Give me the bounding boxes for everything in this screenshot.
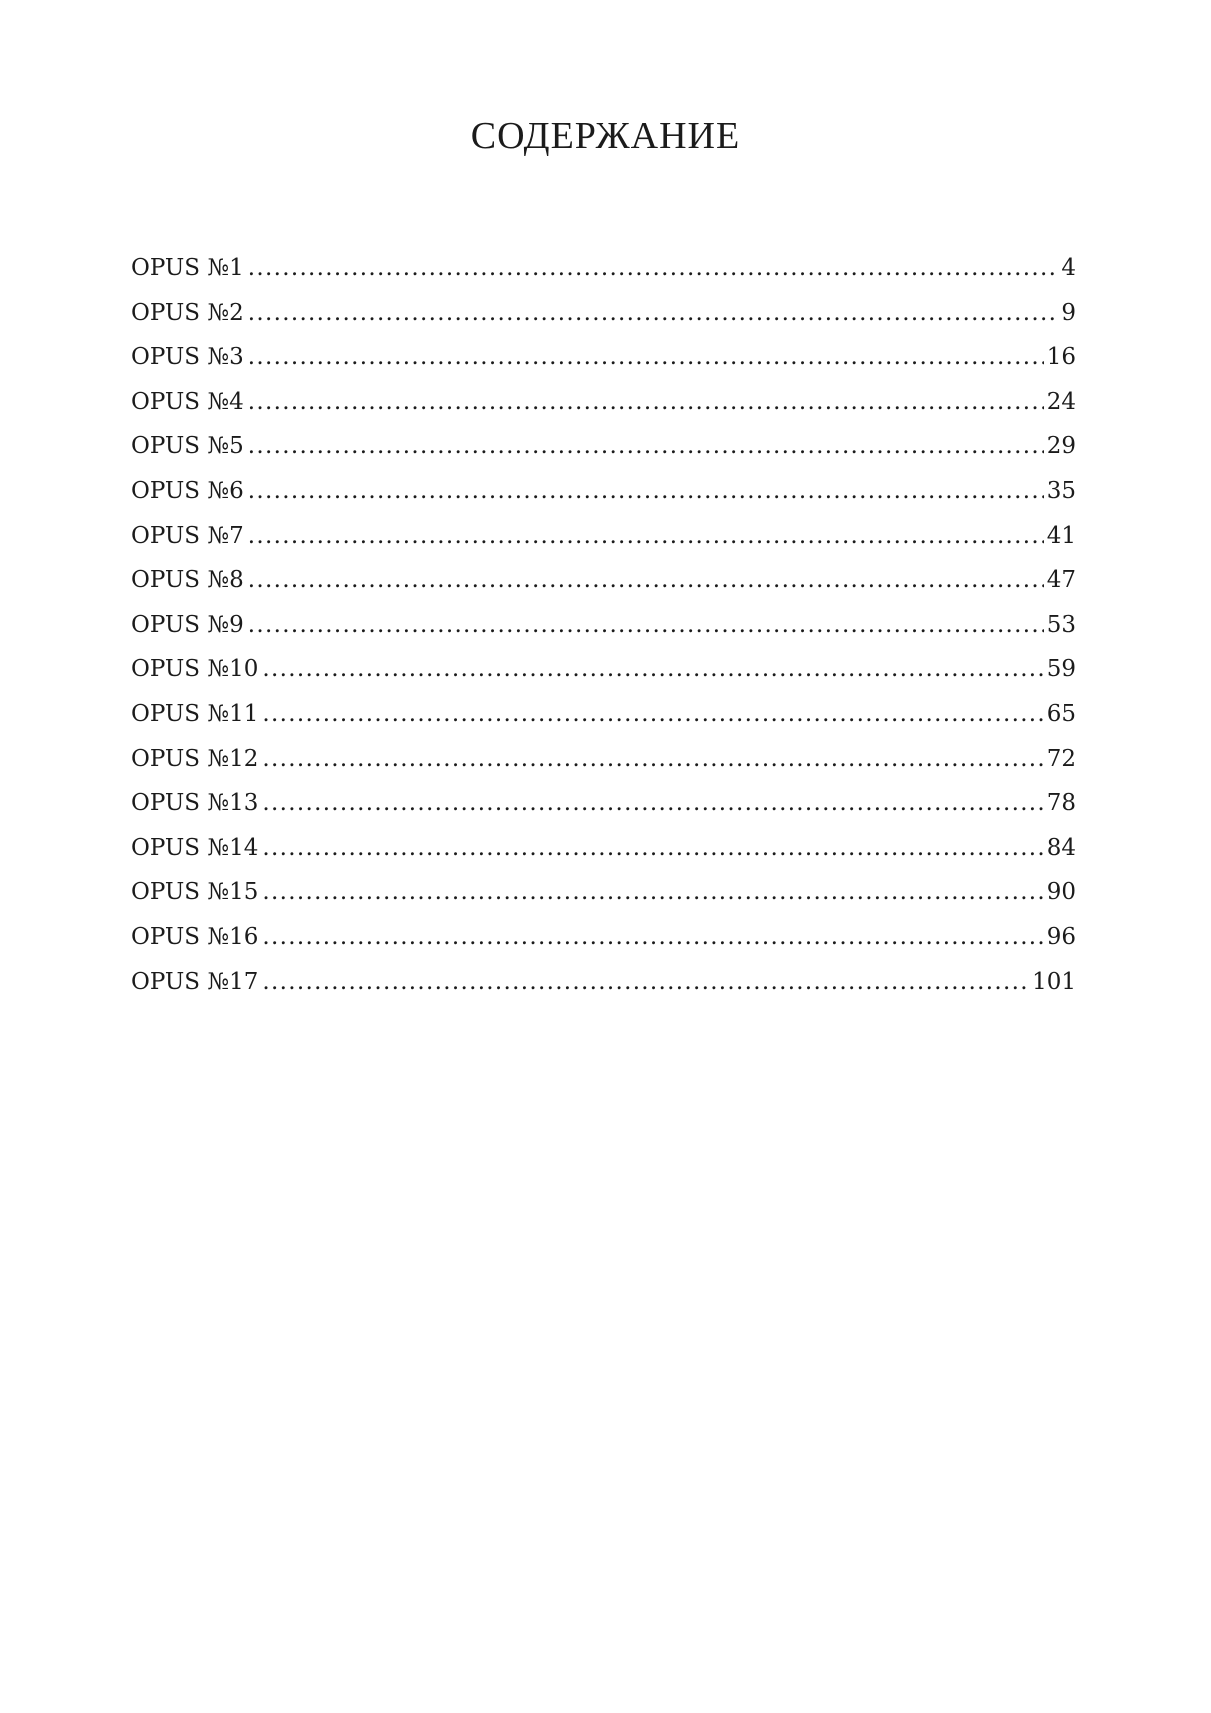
dot-leader	[262, 923, 1043, 951]
toc-entry[interactable]	[131, 343, 1076, 388]
toc-entry-page: 16	[1046, 344, 1076, 371]
toc-entry[interactable]	[131, 566, 1076, 611]
toc-entry-page: 24	[1046, 388, 1076, 415]
dot-leader	[262, 878, 1043, 906]
toc-entry-label: OPUS №6	[131, 477, 244, 504]
toc-entry[interactable]	[131, 745, 1076, 790]
toc-entry-label: OPUS №13	[131, 790, 259, 817]
toc-entry-label: OPUS №8	[131, 567, 244, 594]
dot-leader	[248, 343, 1044, 371]
toc-entry-label: OPUS №15	[131, 879, 259, 906]
toc-entry-label: OPUS №5	[131, 433, 244, 460]
toc-entry[interactable]	[131, 968, 1076, 1013]
toc-entry-label: OPUS №2	[131, 299, 244, 326]
toc-entry-page: 29	[1046, 433, 1076, 460]
toc-entry[interactable]	[131, 477, 1076, 522]
toc-entry[interactable]	[131, 432, 1076, 477]
dot-leader	[262, 968, 1029, 996]
toc-entry-page: 41	[1046, 522, 1076, 549]
toc-entry-label: OPUS №3	[131, 344, 244, 371]
toc-entry[interactable]	[131, 254, 1076, 299]
toc-entry-page: 78	[1046, 790, 1076, 817]
toc-entry[interactable]	[131, 923, 1076, 968]
toc-entry[interactable]	[131, 611, 1076, 656]
dot-leader	[248, 254, 1059, 282]
toc-entry[interactable]	[131, 878, 1076, 923]
toc-entry-page: 96	[1046, 923, 1076, 950]
dot-leader	[248, 432, 1044, 460]
toc-entry-page: 84	[1046, 834, 1076, 861]
toc-entry-page: 35	[1046, 477, 1076, 504]
dot-leader	[262, 745, 1043, 773]
toc-entry-label: OPUS №14	[131, 834, 259, 861]
dot-leader	[262, 700, 1043, 728]
dot-leader	[248, 566, 1044, 594]
dot-leader	[262, 789, 1043, 817]
page-title: СОДЕРЖАНИЕ	[470, 115, 741, 157]
toc-entry[interactable]	[131, 299, 1076, 344]
table-of-contents	[131, 254, 1076, 1012]
toc-entry[interactable]	[131, 700, 1076, 745]
toc-entry-page: 72	[1046, 745, 1076, 772]
toc-entry-page: 90	[1046, 879, 1076, 906]
dot-leader	[248, 477, 1044, 505]
toc-entry-page: 101	[1032, 968, 1076, 995]
dot-leader	[262, 834, 1043, 862]
toc-entry-label: OPUS №9	[131, 611, 244, 638]
dot-leader	[262, 655, 1043, 683]
toc-entry-label: OPUS №4	[131, 388, 244, 415]
toc-entry-page: 59	[1046, 656, 1076, 683]
toc-entry-page: 4	[1061, 255, 1076, 281]
toc-entry-label: OPUS №11	[131, 700, 259, 727]
toc-entry[interactable]	[131, 789, 1076, 834]
toc-entry-label: OPUS №17	[131, 968, 259, 995]
toc-entry-label: OPUS №10	[131, 656, 259, 683]
toc-entry-label: OPUS №1	[131, 255, 244, 281]
toc-entry-label: OPUS №12	[131, 745, 259, 772]
toc-entry-label: OPUS №16	[131, 923, 259, 950]
dot-leader	[248, 388, 1044, 416]
toc-entry-label: OPUS №7	[131, 522, 244, 549]
toc-entry-page: 53	[1046, 611, 1076, 638]
toc-entry[interactable]	[131, 834, 1076, 879]
dot-leader	[248, 522, 1044, 550]
dot-leader	[248, 611, 1044, 639]
toc-entry-page: 65	[1046, 700, 1076, 727]
dot-leader	[248, 299, 1059, 327]
toc-entry[interactable]	[131, 388, 1076, 433]
toc-entry-page: 47	[1046, 567, 1076, 594]
toc-entry-page: 9	[1061, 299, 1076, 326]
toc-entry[interactable]	[131, 655, 1076, 700]
toc-entry[interactable]	[131, 522, 1076, 567]
